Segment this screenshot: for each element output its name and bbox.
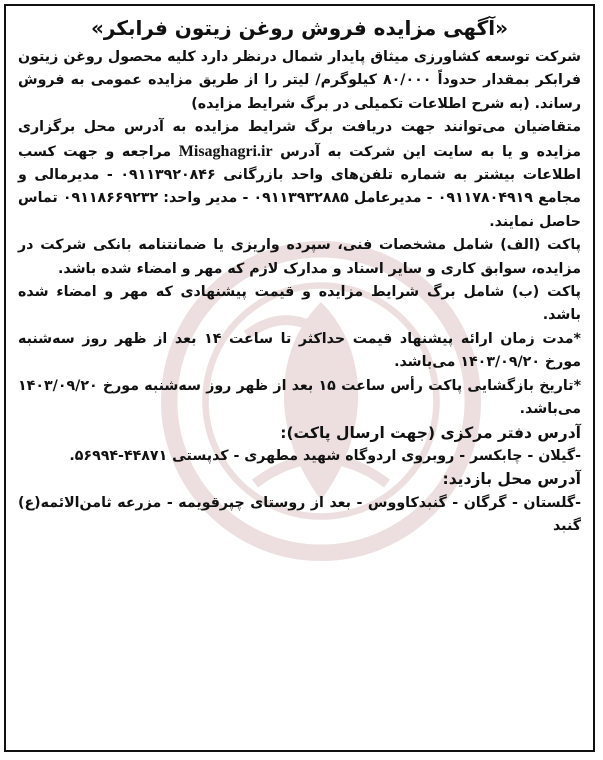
applicants-paragraph bbox=[18, 116, 581, 234]
package-a-paragraph: پاکت (الف) شامل مشخصات فنی، سپرده واریزی یا ضمانتنامه بانکی شرکت در مزایده، سوابق کاری و سایر اسناد و مدارک لازم که مهر و امضاء شده باشد. bbox=[18, 237, 581, 277]
announcement-title: «آگهی مزایده فروش روغن زیتون فرابکر» bbox=[90, 16, 509, 40]
package-b-paragraph: پاکت (ب) شامل برگ شرایط مزایده و قیمت پیشنهادی که مهر و امضاء شده باشد. bbox=[18, 284, 581, 324]
applicants-text-2: مراجعه و جهت کسب اطلاعات بیشتر به شماره تلفن‌های واحد بازرگانی bbox=[18, 143, 581, 184]
central-office-heading: آدرس دفتر مرکزی (جهت ارسال پاکت): bbox=[280, 423, 581, 442]
central-office-address: -گیلان - چابکسر - روبروی اردوگاه شهید مطهری - کدپستی ۴۴۸۷۱-۵۶۹۹۴. bbox=[69, 447, 581, 464]
phone-finance: ۰۹۱۱۷۸۰۴۹۱۹ bbox=[437, 190, 533, 207]
opening-paragraph: *تاریخ بازگشایی پاکت رأس ساعت ۱۵ بعد از ظهر روز سه‌شنبه مورخ ۱۴۰۳/۰۹/۲۰ می‌باشد. bbox=[18, 377, 581, 418]
intro-paragraph: شرکت توسعه کشاورزی میثاق پایدار شمال درنظر دارد کلیه محصول روغن زیتون فرابکر بمقدار حدوداً ۸۰/۰۰۰ کیلوگرم/ لیتر را از طریق مزایده عمومی به فروش رساند. (به شرح اطلاعات تکمیلی در برگ شرایط مزایده) bbox=[18, 49, 581, 112]
phone-ceo: ۰۹۱۱۳۹۳۲۸۸۵ bbox=[253, 190, 349, 207]
applicants-text-3: تماس حاصل نمایند. bbox=[18, 190, 581, 230]
finance-label: - مدیرمالی و مجامع bbox=[18, 167, 581, 207]
applicants-text-1: متقاضیان می‌توانند جهت دریافت برگ شرایط مزایده به آدرس محل برگزاری مزایده و یا به سایت این شرکت به آدرس bbox=[18, 119, 581, 160]
unit-manager-label: - مدیر واحد: bbox=[163, 190, 249, 207]
phone-commercial: ۰۹۱۱۳۹۲۰۸۴۶ bbox=[120, 167, 216, 184]
website-link[interactable]: Misaghagri.ir bbox=[178, 142, 273, 160]
ceo-label: - مدیرعامل bbox=[353, 190, 433, 207]
deadline-paragraph: *مدت زمان ارائه پیشنهاد قیمت حداکثر تا ساعت ۱۴ بعد از ظهر روز سه‌شنبه مورخ ۱۴۰۳/۰۹/۲۰ می‌باشد. bbox=[18, 330, 581, 371]
visit-location-address: -گلستان - گرگان - گنبدکاووس - بعد از روستای چپرقویمه - مزرعه ثامن‌الائمه(ع) گنبد bbox=[18, 494, 581, 535]
phone-unit-manager: ۰۹۱۱۸۶۶۹۲۳۲ bbox=[62, 190, 159, 207]
announcement-frame bbox=[4, 4, 595, 752]
announcement-body bbox=[18, 12, 581, 539]
visit-location-heading: آدرس محل بازدید: bbox=[442, 470, 581, 489]
